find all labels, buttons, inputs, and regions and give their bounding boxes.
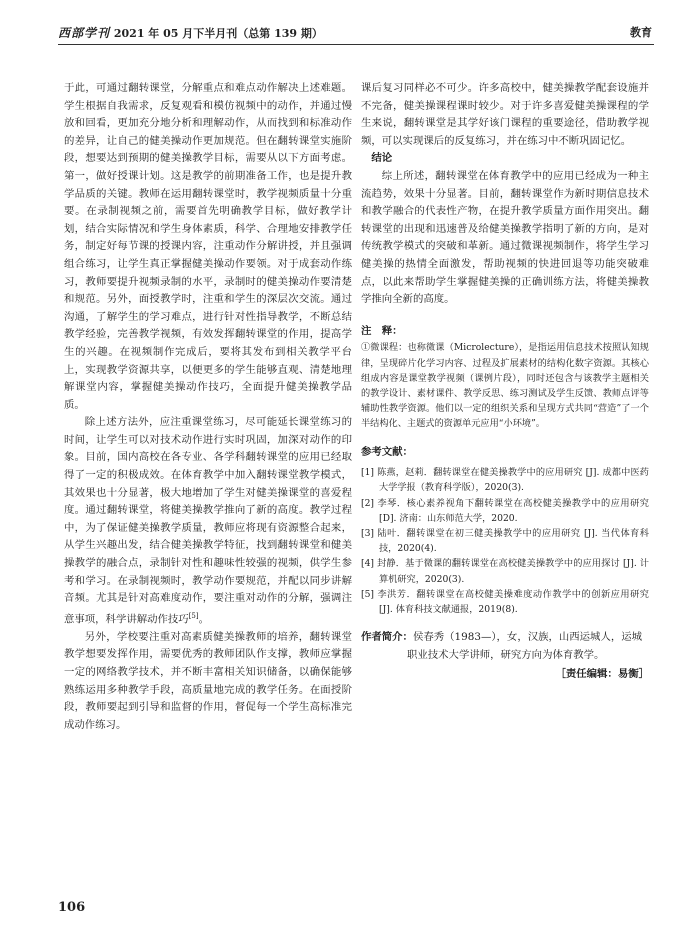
references-list <box>361 465 649 617</box>
left-column <box>64 80 352 734</box>
notes-label: 注 释： <box>361 324 403 337</box>
reference-item: [2] 李琴．核心素养视角下翻转课堂在高校健美操教学中的应用研究 [D]. 济南：山东师范大学，2020. <box>361 497 649 524</box>
citation-mark: [5] <box>188 611 199 620</box>
reference-item: [3] 陆叶．翻转课堂在初三健美操教学中的应用研究 [J]. 当代体育科技，2020(4). <box>361 527 649 555</box>
paragraph: 除上述方法外，应注重课堂练习，尽可能延长课堂练习的时间，让学生可以对技术动作进行实时巩固，加深对动作的印象。目前，国内高校在各专业、各学科翻转课堂的应用已经取得了一定的积极成效。在体育教学中加入翻转课堂教学模式，其效果也十分显著，极大地增加了学生对健美操课堂的喜爱程度。通过翻转课堂，将健美操教学推向了新的高度。教学过程中，为了保证健美操教学质量，教师应将现有资源整合起来，从学生兴趣出发，结合健美操教学特征，找到翻转课堂和健美操教学的融合点，录制针对性和趣味性较强的视频，供学生参考和学习。在录制视频时，教学动作要规范，并配以同步讲解音频。尤其是针对高难度动作，要注重对动作的分解，强调注意事项，科学讲解动作技巧[5]。 <box>64 416 352 626</box>
header-rule <box>58 44 654 45</box>
reference-item: [5] 李洪芳．翻转课堂在高校健美操难度动作教学中的创新应用研究 [J]. 体育科技文献通报，2019(8). <box>361 588 649 615</box>
author-text-continued: 职业技术大学讲师，研究方向为体育教学。 <box>407 648 605 661</box>
page-number: 106 <box>58 900 86 915</box>
paragraph: 综上所述，翻转课堂在体育教学中的应用已经成为一种主流趋势，效果十分显著。目前，翻转课堂作为新时期信息技术和教学融合的代表性产物，在提升教学质量方面作用突出。翻转课堂的出现和迅速普及给健美操教学指明了新的方向，是对传统教学模式的突破和革新。通过微课视频制作，将学生学习健美操的热情全面激发，帮助视频的快进回退等功能突破难点，以此来帮助学生掌握健美操的正确训练方法，将健美操教学推向全新的高度。 <box>361 169 649 306</box>
journal-logo: 西部学刊 <box>58 26 111 40</box>
author-text: 侯春秀（1983—），女，汉族，山西运城人，运城 <box>412 631 643 644</box>
note-item: ①微课程：也称微课（Microlecture），是指运用信息技术按照认知规律，呈现碎片化学习内容、过程及扩展素材的结构化数字资源。其核心组成内容是课堂教学视频（课例片段），同时还包含与该教学主题相关的教学设计、素材课件、教学反思、练习测试及学生反馈、教师点评等辅助性教学资源。他们以一定的组织关系和呈现方式共同“营造”了一个半结构化、主题式的资源单元应用“小环境”。 <box>361 342 649 430</box>
issue-info: 2021 年 05 月下半月刊（总第 139 期） <box>113 27 323 40</box>
paragraph: 于此，可通过翻转课堂，分解重点和难点动作解决上述难题。学生根据自我需求，反复观看和模仿视频中的动作，并通过慢放和回看，更加充分地分析和理解动作，从而找到和标准动作的差异，让自己的健美操动作更加规范。但在翻转课堂实施阶段，想要达到预期的健美操教学目标，需要从以下方面考虑。第一，做好授课计划。这是教学的前期准备工作，也是提升教学品质的关键。教师在运用翻转课堂时，教学视频质量十分重要。在录制视频之前，需要首先明确教学目标，做好教学计划，结合实际情况和学生身体素质，科学、合理地安排教学任务，制定好每节课的授课内容，注重动作分解讲授，并且强调组合练习，让学生真正掌握健美操动作要领。对于成套动作练习，教师要提升视频录制的水平，录制时的健美操动作要清楚和规范。另外，面授教学时，注重和学生的深层次交流。通过沟通，了解学生的学习难点，进行针对性指导教学，不断总结教学经验，完善教学视频，有效发挥翻转课堂的作用，提高学生的兴趣。在视频制作完成后，要将其发布到相关教学平台上，实现教学资源共享，以便更多的学生能够直观、清楚地理解课堂内容，掌握健美操动作技巧，全面提升健美操教学品质。 <box>64 82 352 411</box>
section-title: 结论 <box>371 152 393 165</box>
author-label: 作者简介： <box>361 631 413 644</box>
journal-info <box>58 24 323 41</box>
right-column <box>361 80 649 684</box>
section-label: 教育 <box>630 26 652 39</box>
editor-credit: ［责任编辑：易衡］ <box>555 668 649 681</box>
paragraph: 课后复习同样必不可少。许多高校中，健美操教学配套设施并不完备，健美操课程课时较少。对于许多喜爱健美操课程的学生来说，翻转课堂是其学好该门课程的重要途径，借助教学视频，可以实现课后的反复练习，并在练习中不断巩固记忆。 <box>361 82 649 147</box>
author-bio <box>361 629 649 664</box>
references-title: 参考文献： <box>361 445 413 458</box>
page-header <box>58 22 654 46</box>
paragraph: 另外，学校要注重对高素质健美操教师的培养，翻转课堂教学想要发挥作用，需要优秀的教师团队作支撑，教师应掌握一定的网络教学技术，并不断丰富相关知识储备，以确保能够熟练运用多种教学手段，高质量地完成的教学任务。在面授阶段，教师要起到引导和监督的作用，督促每一个学生高标准完成动作练习。 <box>64 630 352 731</box>
reference-item: [1] 陈燕，赵莉．翻转课堂在健美操教学中的应用研究 [J]. 成都中医药大学学报（教育科学版），2020(3). <box>361 467 649 494</box>
paragraph-text: 除上述方法外，应注重课堂练习，尽可能延长课堂练习的时间，让学生可以对技术动作进行实时巩固，加深对动作的印象。目前，国内高校在各专业、各学科翻转课堂的应用已经取得了一定的积极成效。在体育教学中加入翻转课堂教学模式，其效果也十分显著，极大地增加了学生对健美操课堂的喜爱程度。通过翻转课堂，将健美操教学推向了新的高度。教学过程中，为了保证健美操教学质量，教师应将现有资源整合起来，从学生兴趣出发，结合健美操教学特征，找到翻转课堂和健美操教学的融合点，录制针对性和趣味性较强的视频，供学生参考和学习。在录制视频时，教学动作要规范，并配以同步讲解音频。尤其是针对高难度动作，要注重对动作的分解，强调注意事项，科学讲解动作技巧 <box>64 416 352 626</box>
reference-item: [4] 封静．基于微课的翻转课堂在高校健美操教学中的应用探讨 [J]. 计算机研究，2020(3). <box>361 558 649 585</box>
notes <box>361 340 649 431</box>
